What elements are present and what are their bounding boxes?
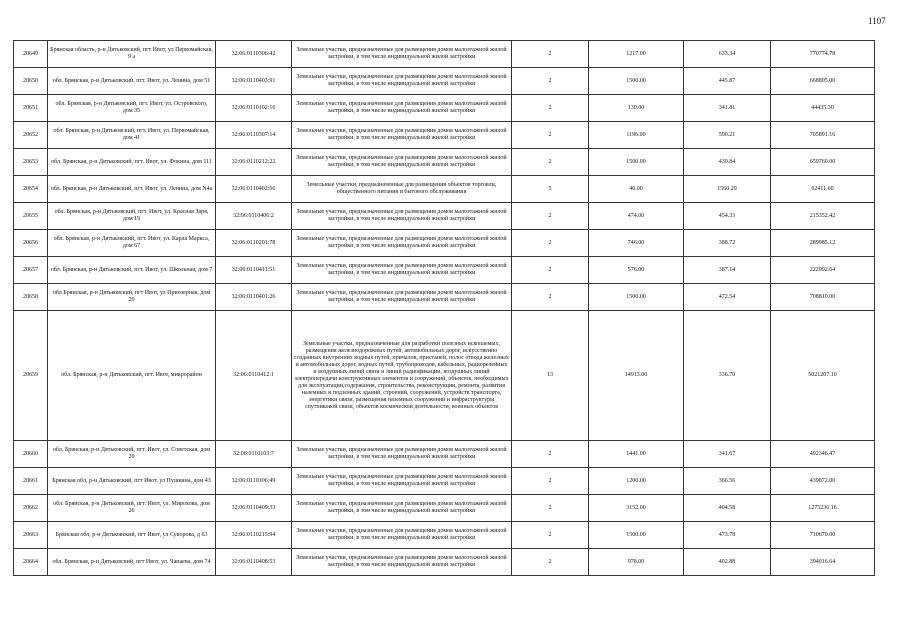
row-number-cell: 20659 (14, 311, 48, 441)
specific-value-cell: 473.78 (684, 522, 771, 549)
table-row (14, 176, 875, 203)
cadastral-number-cell: 32:06:0110406:2 (216, 203, 292, 230)
table-row (14, 311, 875, 441)
area-cell: 1441.00 (589, 441, 684, 468)
land-use-cell: Земельные участки, предназначенные для размещения домов малоэтажной жилой застройки, в том числе индивидуальной жилой застройки (292, 257, 512, 284)
group-cell: 2 (512, 522, 589, 549)
area-cell: 1200.00 (589, 468, 684, 495)
specific-value-cell: 366.56 (684, 468, 771, 495)
land-use-cell: Земельные участки, предназначенные для размещения домов малоэтажной жилой застройки, в том числе индивидуальной жилой застройки (292, 441, 512, 468)
cadastral-value-cell: 289985.12 (771, 230, 875, 257)
cadastral-number-cell: 32:06:0110401:26 (216, 284, 292, 311)
group-cell: 2 (512, 441, 589, 468)
land-use-cell: Земельные участки, предназначенные для разработки полезных ископаемых, размещения железнодорожных путей, автомобильных дорог, искусственно созданных внутренних водных путей, причалов, пристаней, полос отвода железных и автомобильных дорог, водных путей, трубопроводов, кабельных, радиорелейных и воздушных линий связи и линий радиофикации, воздушных линий электропередачи конструктивных элементов и сооружений, объектов, необходимых для эксплуатации,содержания, строительства, реконструкции, ремонта, развития наземных и подземных зданий, строений, сооружений, устройств транспорта, энергетики связи, размещения наземных сооружений и инфраструктуры спутниковой связи, объектов космической деятельности, военных объектов (292, 311, 512, 441)
area-cell: 1500.00 (589, 149, 684, 176)
cadastral-number-cell: 32:06:0110408:53 (216, 549, 292, 576)
area-cell: 1500.00 (589, 522, 684, 549)
table-row (14, 495, 875, 522)
address-cell: обл. Брянская, р-н Дятьковский, пгт. Ивот, ул. Ленина, дом 51 (48, 68, 216, 95)
specific-value-cell: 633.34 (684, 41, 771, 68)
land-use-cell: Земельные участки, предназначенные для размещения домов малоэтажной жилой застройки, в том числе индивидуальной жилой застройки (292, 41, 512, 68)
area-cell: 474.00 (589, 203, 684, 230)
specific-value-cell: 336.70 (684, 311, 771, 441)
table-row (14, 95, 875, 122)
group-cell: 2 (512, 230, 589, 257)
address-cell: Брянская обл, р-н Дятьковский, пгт Ивот, ул Пушкина, дом 43 (48, 468, 216, 495)
address-cell: обл. Брянская, р-н Дятьковский, пгт. Ивот, ул. Островского, дом 35 (48, 95, 216, 122)
area-cell: 576.00 (589, 257, 684, 284)
cadastral-value-cell: 705891.16 (771, 122, 875, 149)
table-row (14, 149, 875, 176)
cadastral-value-cell: 668805.00 (771, 68, 875, 95)
group-cell: 2 (512, 122, 589, 149)
cadastral-number-cell: 32:06:0110102:16 (216, 95, 292, 122)
area-cell: 130.00 (589, 95, 684, 122)
row-number-cell: 20654 (14, 176, 48, 203)
group-cell: 2 (512, 468, 589, 495)
specific-value-cell: 387.14 (684, 257, 771, 284)
address-cell: обл. Брянская, р-н Дятьковский, пгт. Ивот, ул. Фокина, дом 111 (48, 149, 216, 176)
group-cell: 2 (512, 257, 589, 284)
page-number: 1107 (868, 16, 886, 26)
group-cell: 5 (512, 176, 589, 203)
cadastral-value-cell: 439872.00 (771, 468, 875, 495)
address-cell: обл. Брянская, р-н Дятьковский, пгт. Ивот, ул. Советская, дом 20 (48, 441, 216, 468)
specific-value-cell: 590.21 (684, 122, 771, 149)
cadastral-number-cell: 32:06:0110106:49 (216, 468, 292, 495)
area-cell: 1217.00 (589, 41, 684, 68)
group-cell: 2 (512, 549, 589, 576)
group-cell: 2 (512, 68, 589, 95)
cadastral-number-cell: 32:06:0110306:42 (216, 41, 292, 68)
land-use-cell: Земельные участки, предназначенные для размещения объектов торговли, общественного питания и бытового обслуживания (292, 176, 512, 203)
table-row (14, 549, 875, 576)
cadastral-registry-table (13, 40, 875, 576)
row-number-cell: 20653 (14, 149, 48, 176)
table-row (14, 522, 875, 549)
address-cell: Брянская область, р-н Дятьковский, пгт Ивот, ул Первомайская, 9 а (48, 41, 216, 68)
table-row (14, 41, 875, 68)
area-cell: 1196.00 (589, 122, 684, 149)
table-row (14, 122, 875, 149)
row-number-cell: 20655 (14, 203, 48, 230)
specific-value-cell: 388.72 (684, 230, 771, 257)
table-row (14, 468, 875, 495)
address-cell: обл. Брянская, р-н Дятьковский, пгт. Ивот, ул. Красная Заря, дом 19 (48, 203, 216, 230)
cadastral-value-cell: 1275236.16 (771, 495, 875, 522)
row-number-cell: 20658 (14, 284, 48, 311)
cadastral-number-cell: 32:06:0110409:33 (216, 495, 292, 522)
table-row (14, 230, 875, 257)
group-cell: 2 (512, 495, 589, 522)
row-number-cell: 20663 (14, 522, 48, 549)
address-cell: Брянская обл, р-н Дятьковский, пгт Ивот, ул Суворова, д 63 (48, 522, 216, 549)
area-cell: 1500.00 (589, 68, 684, 95)
specific-value-cell: 472.54 (684, 284, 771, 311)
address-cell: обл Брянская, р-н Дятьковский, пгт Ивот, ул Приозерная, дом 20 (48, 284, 216, 311)
address-cell: обл. Брянская, р-н Дятьковский, пгт Ивот, ул. Чапаева, дом 74 (48, 549, 216, 576)
cadastral-value-cell: 215352.42 (771, 203, 875, 230)
row-number-cell: 20650 (14, 68, 48, 95)
group-cell: 2 (512, 149, 589, 176)
row-number-cell: 20656 (14, 230, 48, 257)
area-cell: 3152.00 (589, 495, 684, 522)
row-number-cell: 20657 (14, 257, 48, 284)
land-use-cell: Земельные участки, предназначенные для размещения домов малоэтажной жилой застройки, в том числе индивидуальной жилой застройки (292, 495, 512, 522)
specific-value-cell: 404.58 (684, 495, 771, 522)
cadastral-value-cell: 222992.64 (771, 257, 875, 284)
area-cell: 40.00 (589, 176, 684, 203)
land-use-cell: Земельные участки, предназначенные для размещения домов малоэтажной жилой застройки, в том числе индивидуальной жилой застройки (292, 149, 512, 176)
cadastral-value-cell: 659760.00 (771, 149, 875, 176)
specific-value-cell: 439.84 (684, 149, 771, 176)
cadastral-value-cell: 710670.00 (771, 522, 875, 549)
cadastral-value-cell: 5021207.10 (771, 311, 875, 441)
table-row (14, 68, 875, 95)
address-cell: обл. Брянская, р-н Дятьковский, пгт. Ивот, ул. Карла Маркса, дом 67 (48, 230, 216, 257)
land-use-cell: Земельные участки, предназначенные для размещения домов малоэтажной жилой застройки, в том числе индивидуальной жилой застройки (292, 122, 512, 149)
cadastral-value-cell: 44435.30 (771, 95, 875, 122)
area-cell: 1500.00 (589, 284, 684, 311)
land-use-cell: Земельные участки, предназначенные для размещения домов малоэтажной жилой застройки, в том числе индивидуальной жилой застройки (292, 95, 512, 122)
table-row (14, 257, 875, 284)
area-cell: 978.00 (589, 549, 684, 576)
specific-value-cell: 1560.29 (684, 176, 771, 203)
group-cell: 2 (512, 203, 589, 230)
cadastral-value-cell: 708810.00 (771, 284, 875, 311)
land-use-cell: Земельные участки, предназначенные для размещения домов малоэтажной жилой застройки, в том числе индивидуальной жилой застройки (292, 468, 512, 495)
cadastral-number-cell: 32:06:0110215:94 (216, 522, 292, 549)
cadastral-number-cell: 32:06:0110402:66 (216, 176, 292, 203)
table-row (14, 203, 875, 230)
address-cell: обл. Брянская, р-н Дятьковский, пгт. Ивот, ул. Ленина, дом N4а (48, 176, 216, 203)
row-number-cell: 20660 (14, 441, 48, 468)
area-cell: 14913.00 (589, 311, 684, 441)
cadastral-value-cell: 394016.64 (771, 549, 875, 576)
address-cell: обл. Брянская, р-н Дятьковский, пгт. Ивот, микрорайон (48, 311, 216, 441)
land-use-cell: Земельные участки, предназначенные для размещения домов малоэтажной жилой застройки, в том числе индивидуальной жилой застройки (292, 549, 512, 576)
group-cell: 2 (512, 41, 589, 68)
land-use-cell: Земельные участки, предназначенные для размещения домов малоэтажной жилой застройки, в том числе индивидуальной жилой застройки (292, 522, 512, 549)
cadastral-value-cell: 492346.47 (771, 441, 875, 468)
specific-value-cell: 341.81 (684, 95, 771, 122)
land-use-cell: Земельные участки, предназначенные для размещения домов малоэтажной жилой застройки, в том числе индивидуальной жилой застройки (292, 203, 512, 230)
cadastral-number-cell: 32:06:0110212:22 (216, 149, 292, 176)
cadastral-value-cell: 770774.78 (771, 41, 875, 68)
address-cell: обл. Брянская, р-н Дятьковский, пгт. Ивот, ул. Мирохова, дом 26 (48, 495, 216, 522)
table-row (14, 441, 875, 468)
land-use-cell: Земельные участки, предназначенные для размещения домов малоэтажной жилой застройки, в том числе индивидуальной жилой застройки (292, 284, 512, 311)
row-number-cell: 20651 (14, 95, 48, 122)
cadastral-number-cell: 32:06:0110403:91 (216, 68, 292, 95)
cadastral-value-cell: 62411.60 (771, 176, 875, 203)
land-use-cell: Земельные участки, предназначенные для размещения домов малоэтажной жилой застройки, в том числе индивидуальной жилой застройки (292, 68, 512, 95)
cadastral-number-cell: 32:06:0110307:14 (216, 122, 292, 149)
table-row (14, 284, 875, 311)
cadastral-number-cell: 32:06:0110412:1 (216, 311, 292, 441)
specific-value-cell: 402.88 (684, 549, 771, 576)
table-body (14, 41, 875, 576)
cadastral-number-cell: 32:06:0110201:78 (216, 230, 292, 257)
address-cell: обл. Брянская, р-н Дятьковский, пгт. Ивот, ул. Первомайская, дом 41 (48, 122, 216, 149)
row-number-cell: 20649 (14, 41, 48, 68)
land-use-cell: Земельные участки, предназначенные для размещения домов малоэтажной жилой застройки, в том числе индивидуальной жилой застройки (292, 230, 512, 257)
group-cell: 13 (512, 311, 589, 441)
cadastral-number-cell: 32:06:0110103:7 (216, 441, 292, 468)
row-number-cell: 20662 (14, 495, 48, 522)
row-number-cell: 20652 (14, 122, 48, 149)
group-cell: 2 (512, 95, 589, 122)
specific-value-cell: 445.87 (684, 68, 771, 95)
specific-value-cell: 341.67 (684, 441, 771, 468)
row-number-cell: 20664 (14, 549, 48, 576)
specific-value-cell: 454.33 (684, 203, 771, 230)
area-cell: 746.00 (589, 230, 684, 257)
address-cell: обл. Брянская, р-н Дятьковский, пгт. Ивот, ул. Школьная, дом 7 (48, 257, 216, 284)
cadastral-number-cell: 32:06:0110411:51 (216, 257, 292, 284)
row-number-cell: 20661 (14, 468, 48, 495)
group-cell: 2 (512, 284, 589, 311)
